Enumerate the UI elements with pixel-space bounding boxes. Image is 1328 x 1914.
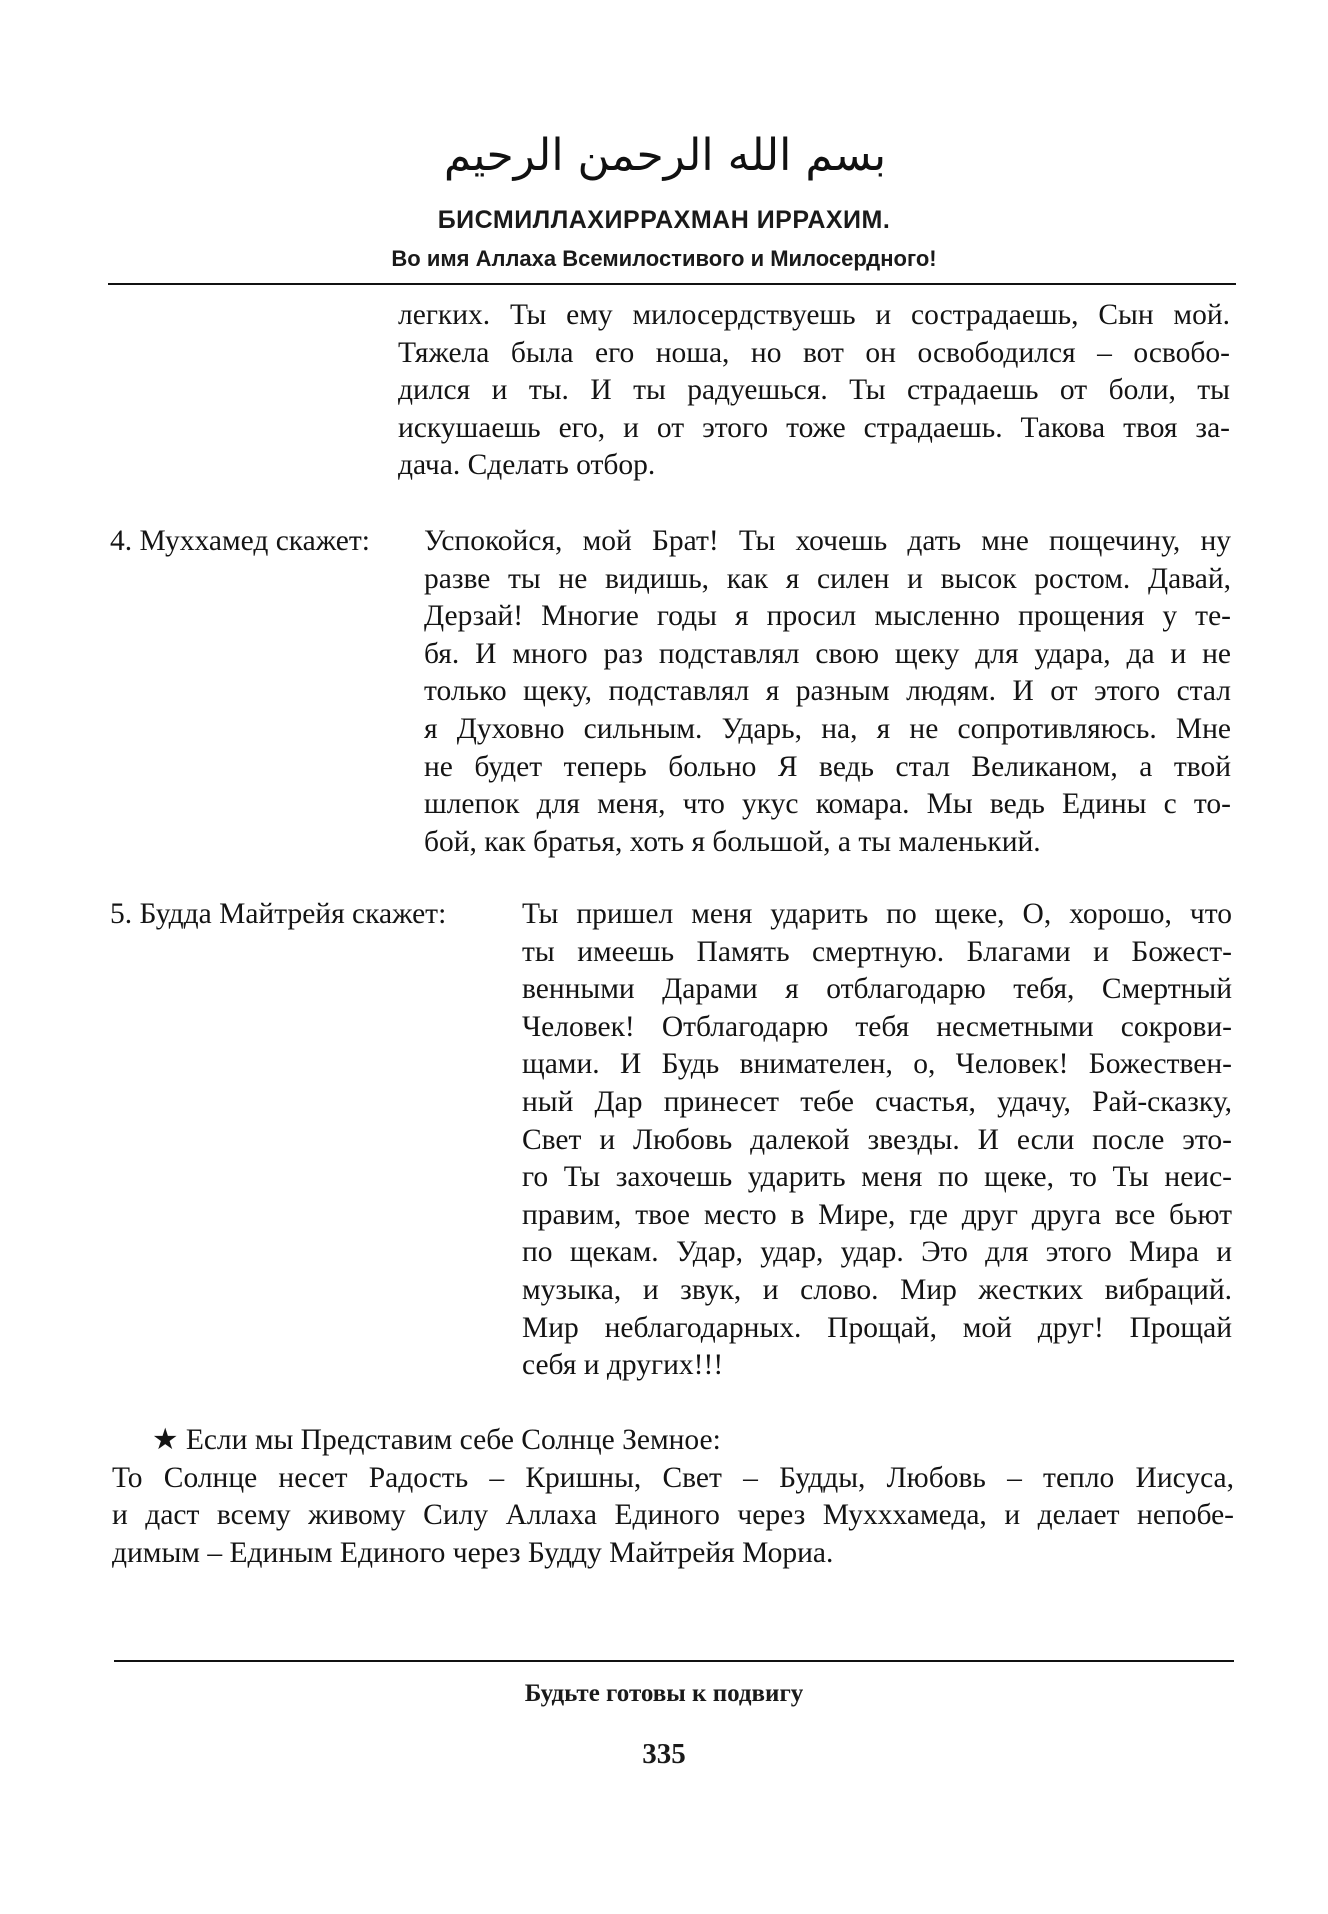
- text-line: го Ты захочешь ударить меня по щеке, то Ты неис-: [522, 1161, 1232, 1194]
- text-line: я Духовно сильным. Ударь, на, я не сопротивляюсь. Мне: [424, 712, 1231, 745]
- text-line: бой, как братья, хоть я большой, а ты маленький.: [424, 825, 1041, 858]
- item-4-paragraph: [424, 523, 1231, 861]
- text-line: искушаешь его, и от этого тоже страдаешь. Такова твоя за-: [398, 411, 1230, 444]
- text-line: Дерзай! Многие годы я просил мысленно прощения у те-: [424, 600, 1231, 633]
- text-line: правим, твое место в Мире, где друг друга все бьют: [522, 1198, 1232, 1231]
- svg-text:بسم الله الرحمن الرحيم: بسم الله الرحمن الرحيم: [443, 130, 887, 181]
- item-5-label: 5. Будда Майтрейя скажет:: [110, 898, 447, 930]
- text-line: только щеку, подставлял я разным людям. И от этого стал: [424, 675, 1231, 708]
- text-line: ный Дар принесет тебе счастья, удачу, Рай-сказку,: [522, 1085, 1232, 1118]
- text-line: Ты пришел меня ударить по щеке, О, хорошо, что: [522, 898, 1232, 930]
- text-line: ты имеешь Память смертную. Благами и Божест-: [522, 935, 1232, 968]
- text-line: не будет теперь больно Я ведь стал Великаном, а твой: [424, 750, 1231, 783]
- text-line: ★ Если мы Представим себе Солнце Земное:: [152, 1424, 721, 1456]
- footer-rule: [114, 1660, 1234, 1662]
- arabic-calligraphy-basmala: [443, 108, 887, 200]
- text-line: дился и ты. И ты радуешься. Ты страдаешь от боли, ты: [398, 374, 1230, 407]
- text-line: и даст всему живому Силу Аллаха Единого через Мухххамеда, и делает непобе-: [112, 1499, 1234, 1532]
- item-4-label: 4. Муххамед скажет:: [110, 525, 370, 557]
- header-rule: [108, 283, 1236, 285]
- text-line: венными Дарами я отблагодарю тебя, Смертный: [522, 973, 1232, 1006]
- text-line: музыка, и звук, и слово. Мир жестких вибраций.: [522, 1273, 1232, 1306]
- text-line: легких. Ты ему милосердствуешь и сострадаешь, Сын мой.: [398, 299, 1230, 331]
- item-5-paragraph: [522, 896, 1232, 1385]
- star-note-paragraph: [112, 1422, 1234, 1572]
- text-line: То Солнце несет Радость – Кришны, Свет – Будды, Любовь – тепло Иисуса,: [112, 1461, 1234, 1494]
- text-line: щами. И Будь внимателен, о, Человек! Божествен-: [522, 1048, 1232, 1081]
- text-line: по щекам. Удар, удар, удар. Это для этого Мира и: [522, 1236, 1232, 1269]
- text-line: себя и других!!!: [522, 1349, 724, 1382]
- text-line: димым – Единым Единого через Будду Майтрейя Мориа.: [112, 1536, 834, 1569]
- page-number: 335: [642, 1738, 686, 1770]
- text-line: Человек! Отблагодарю тебя несметными сокрови-: [522, 1010, 1232, 1043]
- text-line: Тяжела была его ноша, но вот он освободился – освобо-: [398, 336, 1230, 369]
- footer-text: Будьте готовы к подвигу: [524, 1680, 804, 1707]
- header-subtitle: Во имя Аллаха Всемилостивого и Милосердного!: [391, 246, 937, 271]
- text-line: Мир неблагодарных. Прощай, мой друг! Прощай: [522, 1311, 1232, 1344]
- text-line: разве ты не видишь, как я силен и высок ростом. Давай,: [424, 562, 1231, 595]
- intro-paragraph: [398, 297, 1230, 485]
- header-title: БИСМИЛЛАХИРРАХМАН ИРРАХИМ.: [437, 206, 891, 234]
- text-line: дача. Сделать отбор.: [398, 449, 656, 482]
- text-line: Успокойся, мой Брат! Ты хочешь дать мне пощечину, ну: [424, 525, 1231, 557]
- text-line: Свет и Любовь далекой звезды. И если после это-: [522, 1123, 1232, 1156]
- text-line: шлепок для меня, что укус комара. Мы ведь Едины с то-: [424, 788, 1231, 821]
- text-line: бя. И много раз подставлял свою щеку для удара, да и не: [424, 637, 1231, 670]
